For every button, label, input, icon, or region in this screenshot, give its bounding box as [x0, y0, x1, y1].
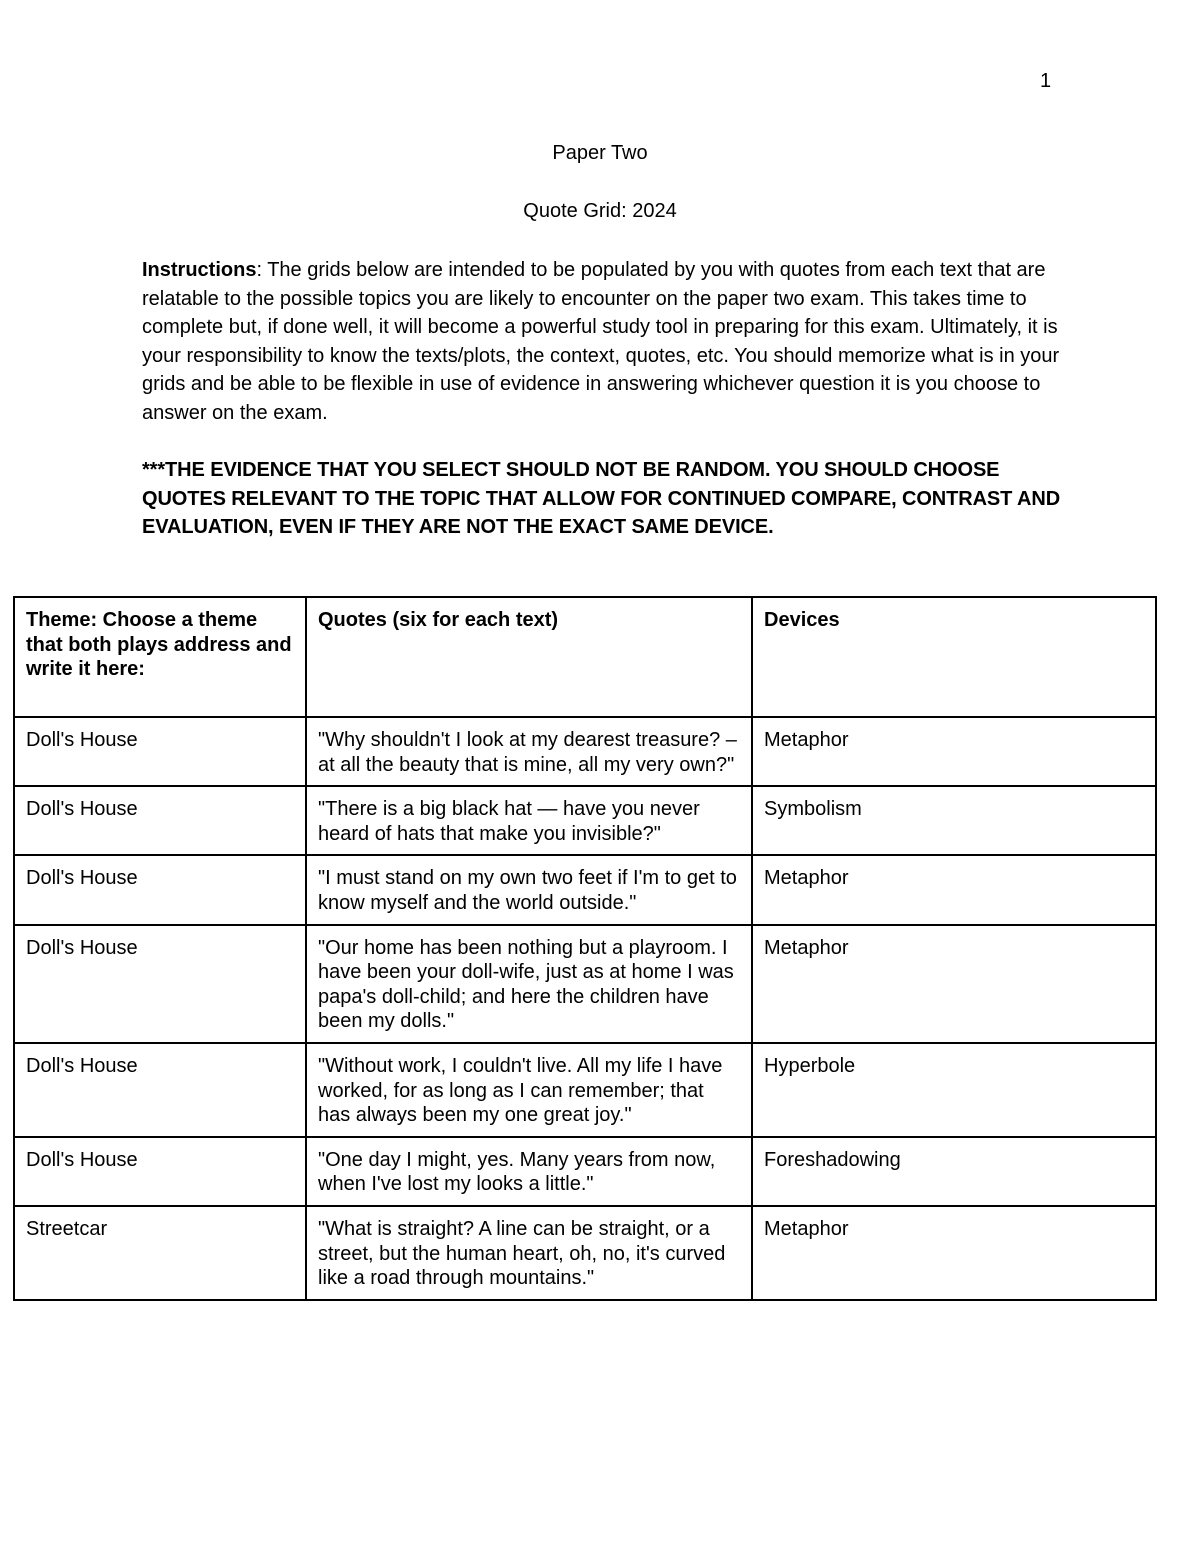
table-row [14, 1137, 1156, 1206]
quote-cell: "What is straight? A line can be straight, or a street, but the human heart, oh, no, it's curved like a road through mountains." [306, 1206, 752, 1300]
quote-cell: "Our home has been nothing but a playroom. I have been your doll-wife, just as at home I was papa's doll-child; and here the children have been my dolls." [306, 925, 752, 1043]
evidence-warning: ***THE EVIDENCE THAT YOU SELECT SHOULD NOT BE RANDOM. YOU SHOULD CHOOSE QUOTES RELEVANT TO THE TOPIC THAT ALLOW FOR CONTINUED COMPARE, CONTRAST AND EVALUATION, EVEN IF THEY ARE NOT THE EXACT SAME DEVICE. [142, 459, 1061, 539]
page-number: 1 [1040, 70, 1052, 92]
instructions-paragraph [142, 256, 1072, 428]
table-row [14, 786, 1156, 855]
device-cell: Foreshadowing [752, 1137, 1156, 1206]
table-row [14, 1206, 1156, 1300]
text-cell: Doll's House [14, 786, 306, 855]
header-theme: Theme: Choose a theme that both plays address and write it here: [14, 597, 306, 717]
device-cell: Hyperbole [752, 1043, 1156, 1137]
device-cell: Metaphor [752, 855, 1156, 924]
document-title: Paper Two [552, 142, 648, 164]
quote-cell: "There is a big black hat — have you never heard of hats that make you invisible?" [306, 786, 752, 855]
instructions-label: Instructions [142, 259, 257, 281]
document-subtitle: Quote Grid: 2024 [523, 200, 677, 222]
text-cell: Streetcar [14, 1206, 306, 1300]
table-row [14, 855, 1156, 924]
text-cell: Doll's House [14, 717, 306, 786]
quote-grid-table [13, 596, 1157, 1301]
quote-cell: "Why shouldn't I look at my dearest treasure? – at all the beauty that is mine, all my very own?" [306, 717, 752, 786]
table-row [14, 925, 1156, 1043]
table-row [14, 1043, 1156, 1137]
text-cell: Doll's House [14, 1137, 306, 1206]
text-cell: Doll's House [14, 925, 306, 1043]
quote-cell: "Without work, I couldn't live. All my life I have worked, for as long as I can remember; that has always been my one great joy." [306, 1043, 752, 1137]
text-cell: Doll's House [14, 855, 306, 924]
quote-cell: "I must stand on my own two feet if I'm to get to know myself and the world outside." [306, 855, 752, 924]
device-cell: Metaphor [752, 1206, 1156, 1300]
text-cell: Doll's House [14, 1043, 306, 1137]
table-row [14, 717, 1156, 786]
instructions-text: : The grids below are intended to be populated by you with quotes from each text that are relatable to the possible topics you are likely to encounter on the paper two exam. This takes time to complete but, if done well, it will become a powerful study tool in preparing for this exam. Ultimately, it is your responsibility to know the texts/plots, the context, quotes, etc. You should memorize what is in your grids and be able to be flexible in use of evidence in answering whichever question it is you choose to answer on the exam. [142, 259, 1060, 424]
header-devices: Devices [752, 597, 1156, 717]
header-quotes: Quotes (six for each text) [306, 597, 752, 717]
table-header-row [14, 597, 1156, 717]
device-cell: Metaphor [752, 717, 1156, 786]
quote-cell: "One day I might, yes. Many years from now, when I've lost my looks a little." [306, 1137, 752, 1206]
device-cell: Symbolism [752, 786, 1156, 855]
device-cell: Metaphor [752, 925, 1156, 1043]
